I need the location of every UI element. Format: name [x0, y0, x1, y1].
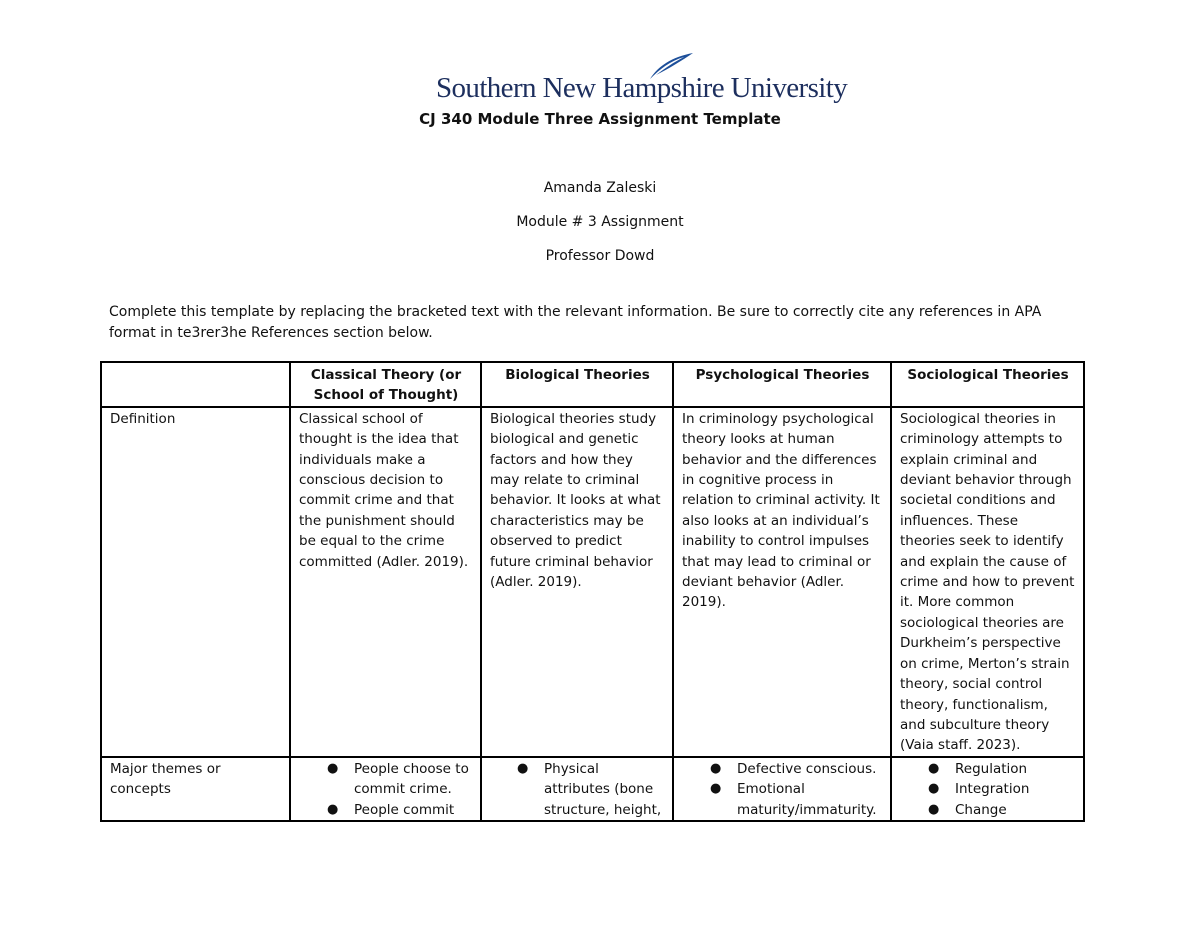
table-row [101, 757, 1084, 821]
header-cell-empty [101, 362, 290, 407]
bullet-dot-icon: ● [327, 760, 339, 776]
cell-biological-definition: Biological theories study biological and genetic factors and how they may relate to criminal behavior. It looks at what characteristics may be observed to predict future criminal behavior (Adler. 2019). [481, 407, 673, 757]
university-logo [436, 52, 848, 104]
bullet-list [299, 759, 473, 820]
cell-sociological-definition: Sociological theories in criminology attempts to explain criminal and deviant behavior through societal conditions and influences. These theories seek to identify and explain the cause of crime and how to prevent it. More common sociological theories are Durkheim’s perspective on crime, Merton’s strain theory, social control theory, functionalism, and subculture theory (Vaia staff. 2023). [891, 407, 1084, 757]
list-item: ● People choose to commit crime. [327, 760, 469, 798]
bullet-dot-icon: ● [928, 781, 940, 797]
list-item: ● Defective conscious. [737, 759, 883, 779]
table-header-row [101, 362, 1084, 407]
list-item: ● People commit [354, 800, 473, 820]
bullet-list [900, 759, 1076, 820]
header-classical: Classical Theory (or School of Thought) [290, 362, 481, 407]
author-name: Amanda Zaleski [543, 180, 657, 196]
header-psychological: Psychological Theories [673, 362, 891, 407]
bullet-dot-icon: ● [710, 781, 722, 797]
bullet-dot-icon: ● [710, 760, 722, 776]
bullet-dot-icon: ● [928, 801, 940, 817]
cell-biological-themes [481, 757, 673, 821]
module-label: Module # 3 Assignment [516, 214, 684, 230]
theories-table [100, 361, 1085, 822]
table-row [101, 407, 1084, 757]
header-biological: Biological Theories [481, 362, 673, 407]
cell-sociological-themes [891, 757, 1084, 821]
cell-classical-themes [290, 757, 481, 821]
bullet-list [682, 759, 883, 820]
list-item: ● Integration [955, 779, 1076, 799]
professor-name: Professor Dowd [545, 248, 655, 264]
bullet-dot-icon: ● [517, 760, 529, 776]
list-item: ● Emotional maturity/immaturity. [710, 781, 877, 818]
logo-text: Southern New Hampshire University [436, 72, 848, 104]
cell-classical-definition: Classical school of thought is the idea that individuals make a conscious decision to commit crime and that the punishment should be equal to the crime committed (Adler. 2019). [290, 407, 481, 757]
bullet-list [490, 759, 665, 820]
list-item: ● Change [955, 800, 1076, 820]
cell-psychological-definition: In criminology psychological theory looks at human behavior and the differences in cognitive process in relation to criminal activity. It also looks at an individual’s inability to control impulses that may lead to criminal or deviant behavior (Adler. 2019). [673, 407, 891, 757]
instructions-text: Complete this template by replacing the bracketed text with the relevant information. Be sure to correctly cite any references in APA format in te3rer3he References section below. [109, 304, 1042, 341]
bullet-dot-icon: ● [928, 760, 940, 776]
cell-psychological-themes [673, 757, 891, 821]
list-item: ● Regulation [955, 759, 1076, 779]
bullet-dot-icon: ● [327, 801, 339, 817]
list-item: ● Physical attributes (bone structure, height, [517, 760, 662, 818]
document-title: CJ 340 Module Three Assignment Template [419, 110, 781, 128]
header-sociological: Sociological Theories [891, 362, 1084, 407]
row-label-major-themes: Major themes or concepts [101, 757, 290, 821]
row-label-definition: Definition [101, 407, 290, 757]
